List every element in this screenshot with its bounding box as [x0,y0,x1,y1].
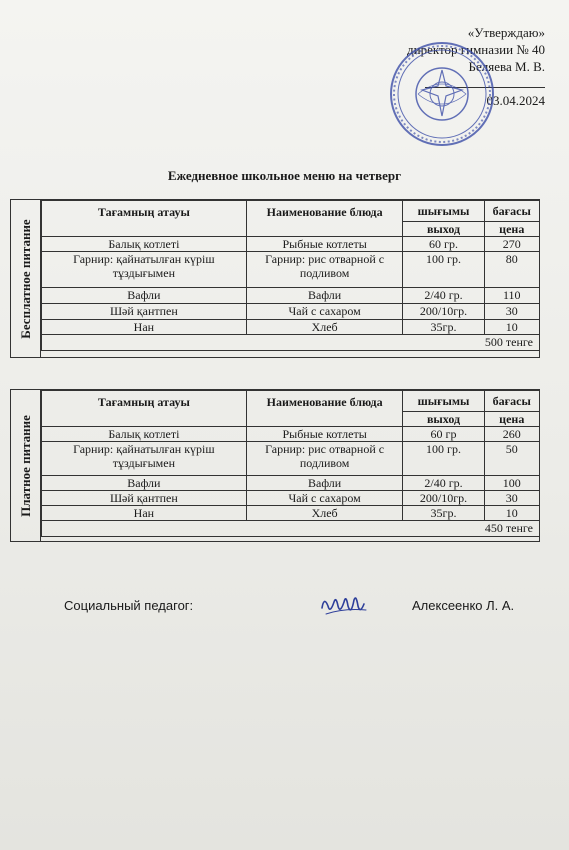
approval-position: директор гимназии № 40 [407,42,545,57]
header-kz-name: Тағамның атауы [42,391,247,427]
total-row [42,335,540,351]
footer-role: Социальный педагог: [64,598,194,613]
dish-kz: Вафли [42,288,247,304]
dish-price: 50 [484,442,539,476]
header-yield-ru: выход [403,412,484,427]
header-yield-ru: выход [403,222,484,237]
dish-ru: Хлеб [246,320,403,335]
dish-price: 100 [484,476,539,491]
free-meal-table [41,200,540,351]
paid-meal-side-label: Платное питание [11,390,41,541]
official-seal-icon [388,40,496,148]
dish-yield: 60 гр [403,427,484,442]
dish-yield: 60 гр. [403,237,484,252]
table-row [42,237,540,252]
table-row [42,288,540,304]
dish-kz: Нан [42,320,247,335]
table-row [42,320,540,335]
paid-meal-table [41,390,540,537]
dish-price: 80 [484,252,539,288]
dish-kz: Гарнир: қайнатылған күріш тұздығымен [42,442,247,476]
total-value: 500 тенге [42,335,540,351]
header-yield-kz: шығымы [403,391,484,412]
dish-kz: Нан [42,506,247,521]
table-row [42,506,540,521]
dish-yield: 100 гр. [403,252,484,288]
approval-date: 03.04.2024 [486,93,545,108]
header-price-ru: цена [484,412,539,427]
dish-yield: 35гр. [403,506,484,521]
header-price-kz: бағасы [484,391,539,412]
table-header-row [42,201,540,222]
dish-ru: Гарнир: рис отварной с подливом [246,252,403,288]
dish-price: 260 [484,427,539,442]
dish-price: 30 [484,491,539,506]
dish-ru: Вафли [246,476,403,491]
table-header-row [42,391,540,412]
dish-ru: Рыбные котлеты [246,427,403,442]
dish-ru: Рыбные котлеты [246,237,403,252]
total-value: 450 тенге [42,521,540,537]
dish-yield: 2/40 гр. [403,476,484,491]
dish-kz: Шәй қантпен [42,304,247,320]
header-price-ru: цена [484,222,539,237]
free-meal-side-label: Бесплатное питание [11,200,41,357]
header-yield-kz: шығымы [403,201,484,222]
table-row [42,252,540,288]
dish-ru: Чай с сахаром [246,491,403,506]
menu-title: Ежедневное школьное меню на четверг [167,168,402,183]
table-row [42,427,540,442]
total-row [42,521,540,537]
dish-price: 110 [484,288,539,304]
dish-price: 30 [484,304,539,320]
header-price-kz: бағасы [484,201,539,222]
dish-price: 10 [484,506,539,521]
dish-ru: Чай с сахаром [246,304,403,320]
dish-price: 10 [484,320,539,335]
table-row [42,442,540,476]
free-meal-section [10,199,540,358]
dish-kz: Балық котлеті [42,427,247,442]
approval-name: Беляева М. В. [468,59,545,74]
header-ru-name: Наименование блюда [246,391,403,427]
dish-ru: Хлеб [246,506,403,521]
dish-yield: 200/10гр. [403,491,484,506]
table-row [42,491,540,506]
dish-yield: 35гр. [403,320,484,335]
dish-kz: Гарнир: қайнатылған күріш тұздығымен [42,252,247,288]
table-row [42,304,540,320]
dish-kz: Вафли [42,476,247,491]
paid-meal-section [10,389,540,542]
dish-yield: 200/10гр. [403,304,484,320]
header-ru-name: Наименование блюда [246,201,403,237]
dish-yield: 2/40 гр. [403,288,484,304]
dish-price: 270 [484,237,539,252]
table-row [42,476,540,491]
footer-name: Алексеенко Л. А. [412,598,515,613]
header-kz-name: Тағамның атауы [42,201,247,237]
dish-yield: 100 гр. [403,442,484,476]
dish-ru: Вафли [246,288,403,304]
dish-kz: Балық котлеті [42,237,247,252]
dish-ru: Гарнир: рис отварной с подливом [246,442,403,476]
dish-kz: Шәй қантпен [42,491,247,506]
approval-title: «Утверждаю» [467,25,545,40]
signature-icon [318,584,370,624]
